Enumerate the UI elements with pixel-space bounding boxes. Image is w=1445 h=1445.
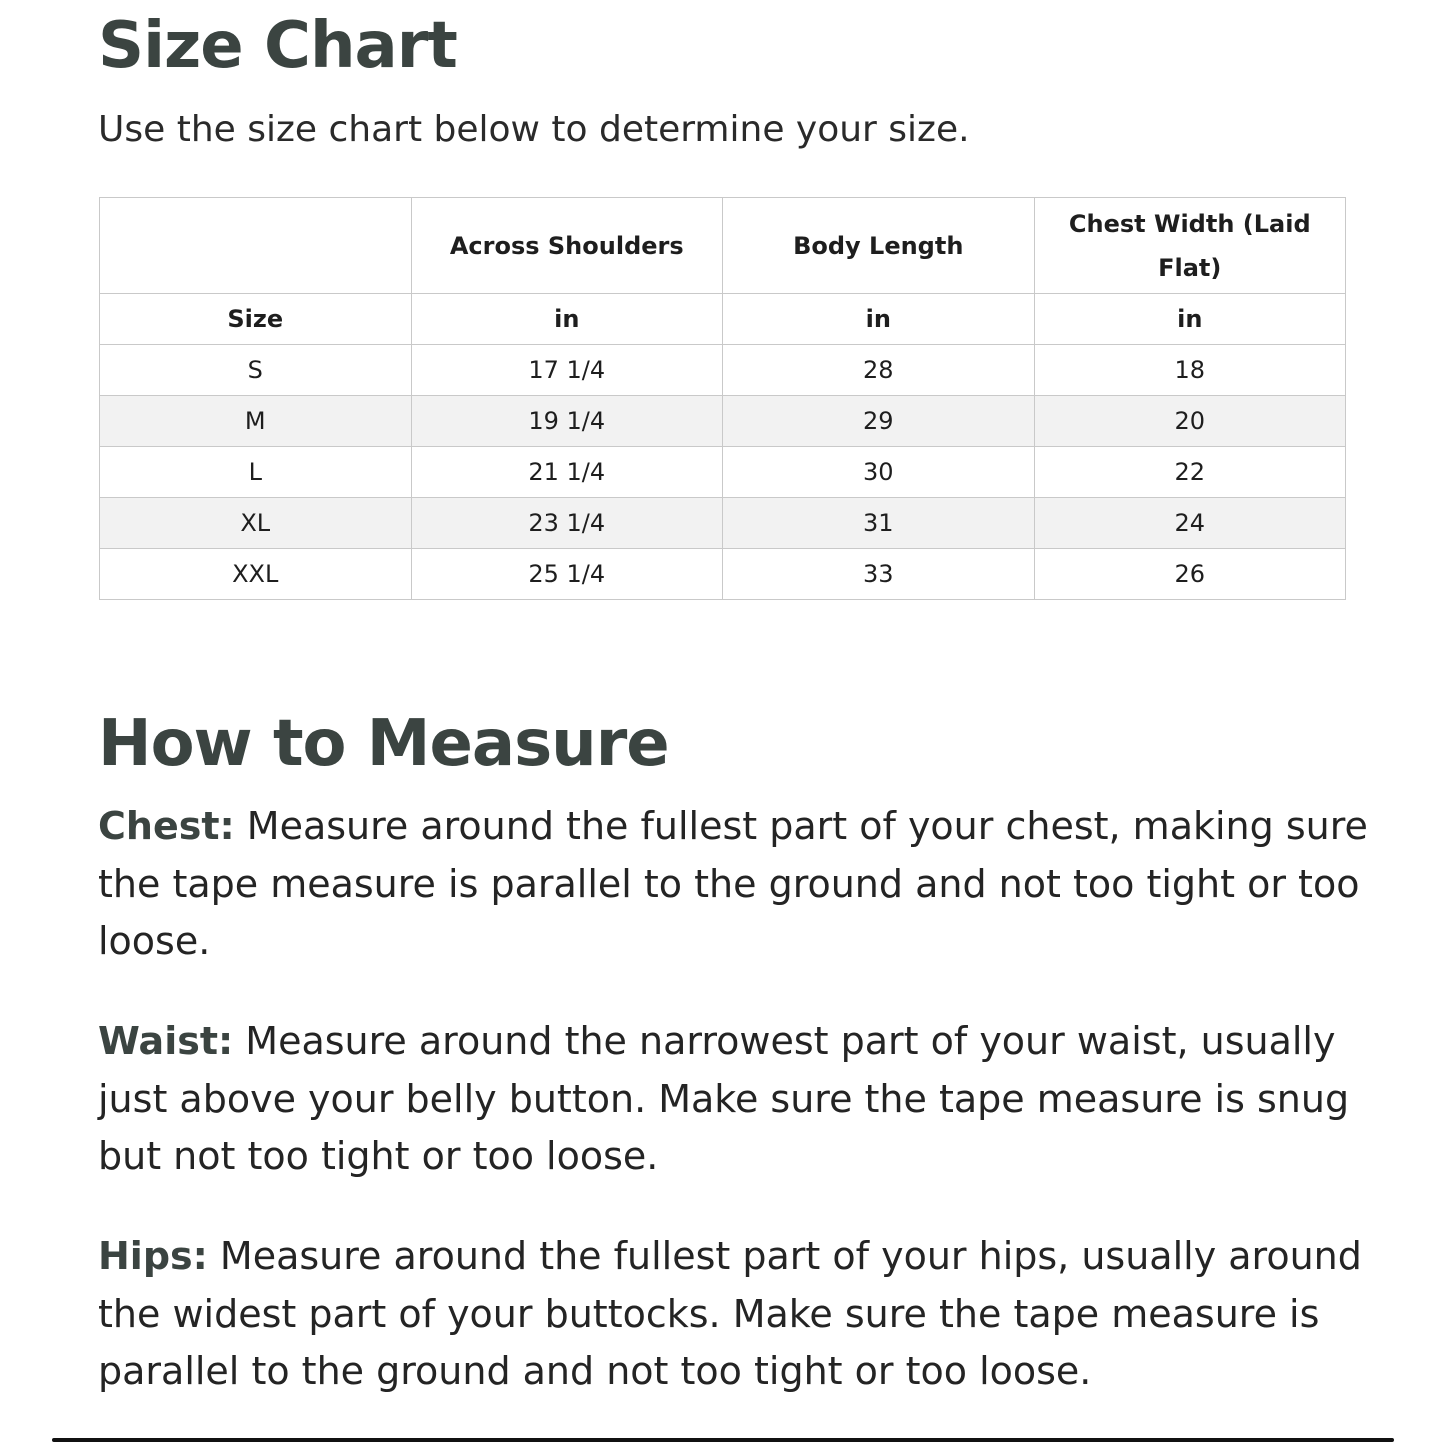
size-chart-subtitle: Use the size chart below to determine your size. [98,109,970,150]
shoulders-cell: 21 1/4 [411,447,723,498]
shoulders-cell: 25 1/4 [411,549,723,600]
hips-instruction [98,1228,1368,1401]
chest-cell: 18 [1034,345,1346,396]
column-header-chest-width: Chest Width (Laid Flat) [1034,198,1346,294]
shoulders-cell: 17 1/4 [411,345,723,396]
shoulders-cell: 23 1/4 [411,498,723,549]
length-cell: 28 [723,345,1035,396]
chest-cell: 26 [1034,549,1346,600]
table-row [100,345,1346,396]
size-table [99,197,1346,600]
chest-label: Chest: [98,804,235,848]
table-row [100,549,1346,600]
column-header-body-length: Body Length [723,198,1035,294]
chest-cell: 22 [1034,447,1346,498]
chest-text: Measure around the fullest part of your chest, making sure the tape measure is parallel to the ground and not too tight or too loose. [98,804,1368,963]
chest-cell: 24 [1034,498,1346,549]
how-to-measure-title: How to Measure [98,707,669,781]
size-cell: S [100,345,412,396]
table-row [100,396,1346,447]
length-cell: 33 [723,549,1035,600]
shoulders-cell: 19 1/4 [411,396,723,447]
size-cell: XL [100,498,412,549]
length-cell: 31 [723,498,1035,549]
hips-label: Hips: [98,1234,208,1278]
chest-instruction [98,798,1368,971]
size-chart-title: Size Chart [98,9,457,83]
hips-text: Measure around the fullest part of your hips, usually around the widest part of your buttocks. Make sure the tape measure is parallel to the ground and not too tight or too loose. [98,1234,1362,1393]
length-cell: 29 [723,396,1035,447]
unit-header-chest: in [1034,294,1346,345]
size-cell: M [100,396,412,447]
size-cell: XXL [100,549,412,600]
length-cell: 30 [723,447,1035,498]
table-unit-row [100,294,1346,345]
unit-header-size: Size [100,294,412,345]
bottom-border [52,1438,1394,1442]
table-row [100,447,1346,498]
column-header-empty [100,198,412,294]
unit-header-length: in [723,294,1035,345]
table-row [100,498,1346,549]
table-header-row [100,198,1346,294]
column-header-across-shoulders: Across Shoulders [411,198,723,294]
waist-label: Waist: [98,1019,234,1063]
chest-cell: 20 [1034,396,1346,447]
unit-header-shoulders: in [411,294,723,345]
size-cell: L [100,447,412,498]
waist-text: Measure around the narrowest part of your waist, usually just above your belly button. Make sure the tape measure is snug but not too tight or too loose. [98,1019,1350,1178]
waist-instruction [98,1013,1368,1186]
